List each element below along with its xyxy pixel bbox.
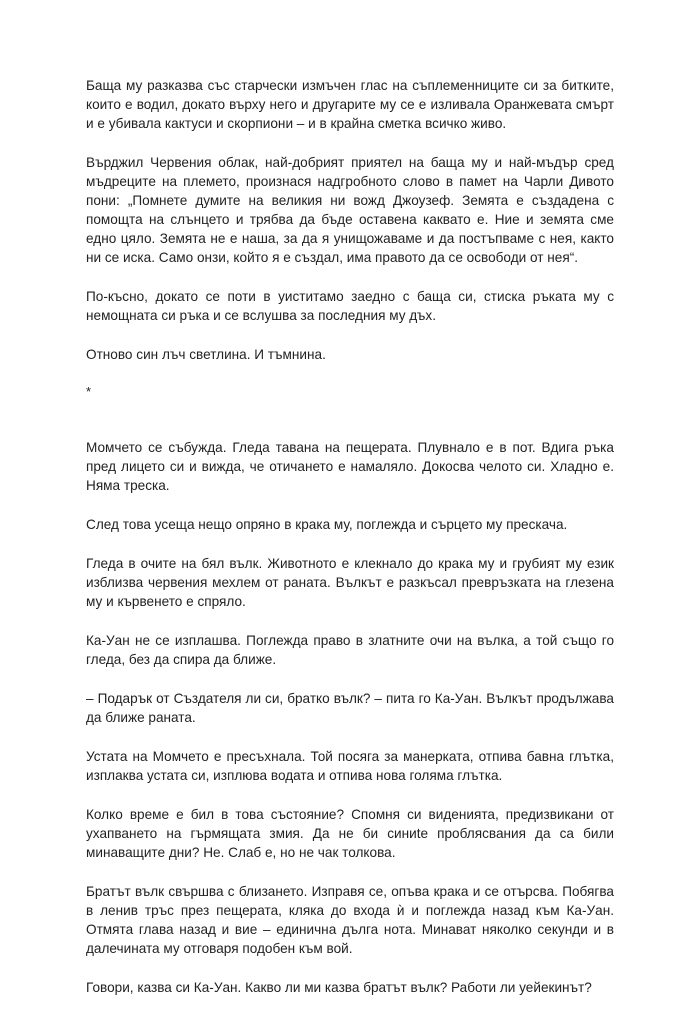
paragraph-2: Върджил Червения облак, най-добрият приятел на баща му и най-мъдър сред мъдреците на племето, произнася надгробното слово в памет на Чарли Дивото пони: „Помнете думите на великия ни вожд Джоузеф. Земята е създадена с помощта на слънцето и трябва да бъде оставена каквато е. Ние и земята сме едно цяло. Земята не е наша, за да я унищожаваме и да постъпваме с нея, както ни се иска. Само онзи, който я е създал, има правото да се освободи от нея“. xyxy=(86,155,614,265)
section-separator: * xyxy=(86,384,92,399)
body-text xyxy=(86,76,614,1017)
paragraph-8: Ка-Уан не се изплашва. Поглежда право в златните очи на вълка, а той също го гледа, без да спира да ближе. xyxy=(86,633,614,667)
paragraph-4: Отново син лъч светлина. И тъмнина. xyxy=(86,347,326,362)
paragraph-6: След това усеща нещо опряно в крака му, поглежда и сърцето му прескача. xyxy=(86,517,568,532)
paragraph-11: Колко време е бил в това състояние? Спомня си виденията, предизвикани от ухапването на гърмящата змия. Да не би синиte проблясвания да са били минаващите дни? Не. Слаб е, но не чак толкова. xyxy=(86,807,614,860)
paragraph-9: – Подарък от Създателя ли си, братко вълк? – пита го Ка-Уан. Вълкът продължава да ближе раната. xyxy=(86,691,614,725)
paragraph-10: Устата на Момчето е пресъхнала. Той посяга за манерката, отпива бавна глътка, изплаква устата си, изплюва водата и отпива нова голяма глътка. xyxy=(86,749,614,783)
paragraph-7: Гледа в очите на бял вълк. Животното е клекнало до крака му и грубият му език изблизва червения мехлем от раната. Вълкът е разкъсал превръзката на глезена му и кървенето е спряло. xyxy=(86,556,614,609)
paragraph-12: Братът вълк свършва с близането. Изправя се, опъва крака и се отърсва. Побягва в ленив тръс през пещерата, кляка до входа ѝ и поглежда назад към Ка-Уан. Отмята глава назад и вие – единична дълга нота. Минават няколко секунди и в далечината му отговаря подобен към вой. xyxy=(86,884,614,956)
paragraph-3: По-късно, докато се поти в уиститамо заедно с баща си, стиска ръката му с немощната си ръка и се вслушва за последния му дъх. xyxy=(86,289,614,323)
paragraph-1: Баща му разказва със старчески измъчен глас на съплеменниците си за битките, които е водил, докато върху него и другарите му се е изливала Оранжевата смърт и е убивала кактуси и скорпиони – и в крайна сметка всичко живо. xyxy=(86,78,614,131)
paragraph-5: Момчето се събужда. Гледа тавана на пещерата. Плувнало е в пот. Вдига ръка пред лицето си и вижда, че отичането е намаляло. Докосва челото си. Хладно е. Няма треска. xyxy=(86,440,614,493)
paragraph-13: Говори, казва си Ка-Уан. Какво ли ми казва братът вълк? Работи ли уейекинът? xyxy=(86,980,592,995)
